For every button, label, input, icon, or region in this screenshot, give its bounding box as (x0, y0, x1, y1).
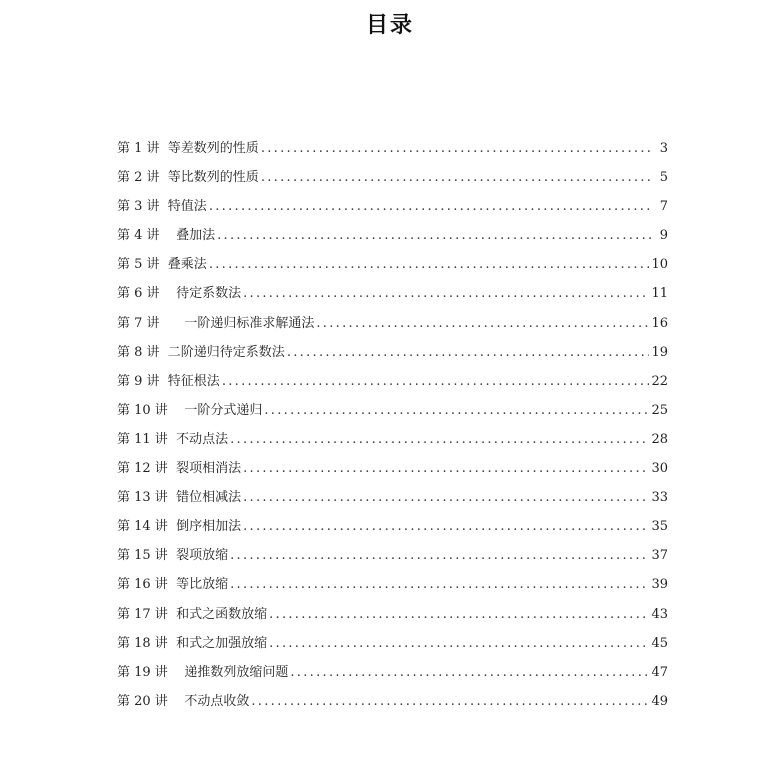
toc-entry[interactable] (117, 690, 668, 719)
toc-entry-label: 第 2 讲 等比数列的性质 (117, 170, 259, 186)
dot-leader (230, 432, 649, 447)
toc-entry-page: 39 (651, 577, 668, 593)
toc-entry[interactable] (117, 515, 668, 544)
toc-entry-page: 22 (651, 373, 668, 389)
toc-entry[interactable] (117, 661, 668, 690)
toc-entry-page: 3 (659, 141, 668, 156)
dot-leader (251, 694, 649, 709)
toc-entry-page: 37 (651, 548, 668, 564)
toc-entry-page: 43 (651, 606, 668, 622)
toc-entry-label: 第 15 讲 裂项放缩 (117, 548, 229, 564)
dot-leader (261, 141, 652, 156)
toc-entry[interactable] (117, 428, 668, 457)
toc-entry-label: 第 8 讲 二阶递归待定系数法 (117, 344, 285, 360)
toc-entry-label: 第 5 讲 叠乘法 (117, 257, 207, 273)
dot-leader (217, 228, 652, 243)
toc-entry-label: 第 3 讲 特值法 (117, 199, 207, 215)
toc-entry[interactable] (117, 166, 668, 195)
table-of-contents (117, 137, 668, 719)
toc-entry-page: 9 (659, 228, 668, 244)
page-title: 目录 (365, 12, 414, 38)
toc-entry-page: 30 (651, 461, 668, 477)
toc-entry-label: 第 12 讲 裂项相消法 (117, 461, 242, 477)
toc-entry-page: 35 (651, 519, 668, 535)
toc-entry[interactable] (117, 341, 668, 370)
dot-leader (222, 374, 650, 389)
toc-entry[interactable] (117, 137, 668, 166)
dot-leader (243, 461, 649, 476)
dot-leader (290, 665, 649, 680)
toc-entry-page: 5 (659, 170, 668, 186)
toc-entry-page: 16 (651, 315, 668, 331)
toc-entry-label: 第 6 讲 待定系数法 (117, 286, 242, 302)
toc-entry-page: 47 (651, 664, 668, 680)
dot-leader (209, 199, 652, 214)
toc-entry[interactable] (117, 253, 668, 282)
toc-entry-label: 第 1 讲 等差数列的性质 (117, 141, 259, 156)
toc-entry[interactable] (117, 457, 668, 486)
toc-entry-label: 第 19 讲 递推数列放缩问题 (117, 664, 289, 680)
dot-leader (243, 490, 649, 505)
dot-leader (269, 636, 649, 651)
dot-leader (264, 403, 649, 418)
toc-entry-page: 28 (651, 431, 668, 447)
dot-leader (230, 548, 649, 563)
toc-entry-label: 第 11 讲 不动点法 (117, 431, 229, 447)
dot-leader (261, 170, 652, 185)
toc-entry[interactable] (117, 486, 668, 515)
toc-entry-label: 第 16 讲 等比放缩 (117, 577, 229, 593)
toc-entry[interactable] (117, 399, 668, 428)
toc-entry[interactable] (117, 573, 668, 602)
dot-leader (243, 519, 649, 534)
toc-entry-page: 7 (659, 199, 668, 215)
toc-entry-page: 11 (651, 286, 668, 302)
dot-leader (269, 607, 649, 622)
toc-entry[interactable] (117, 224, 668, 253)
toc-entry[interactable] (117, 312, 668, 341)
dot-leader (230, 577, 649, 592)
dot-leader (287, 345, 650, 360)
toc-entry-page: 10 (651, 257, 668, 273)
toc-entry-label: 第 20 讲 不动点收敛 (117, 693, 250, 709)
toc-entry-label: 第 10 讲 一阶分式递归 (117, 402, 263, 418)
toc-entry[interactable] (117, 370, 668, 399)
toc-entry-page: 45 (651, 635, 668, 651)
toc-entry-label: 第 4 讲 叠加法 (117, 228, 216, 244)
dot-leader (209, 257, 650, 272)
toc-entry-label: 第 9 讲 特征根法 (117, 373, 220, 389)
toc-entry[interactable] (117, 195, 668, 224)
toc-entry-label: 第 18 讲 和式之加强放缩 (117, 635, 268, 651)
toc-entry[interactable] (117, 603, 668, 632)
toc-entry-page: 25 (651, 402, 668, 418)
toc-entry-label: 第 13 讲 错位相减法 (117, 490, 242, 506)
toc-entry-page: 49 (651, 693, 668, 709)
toc-entry[interactable] (117, 632, 668, 661)
toc-entry[interactable] (117, 544, 668, 573)
toc-entry-label: 第 17 讲 和式之函数放缩 (117, 606, 268, 622)
toc-entry-label: 第 7 讲 一阶递归标准求解通法 (117, 315, 315, 331)
toc-entry-label: 第 14 讲 倒序相加法 (117, 519, 242, 535)
dot-leader (316, 316, 649, 331)
dot-leader (243, 286, 649, 301)
toc-entry-page: 33 (651, 490, 668, 506)
toc-entry-page: 19 (651, 344, 668, 360)
toc-entry[interactable] (117, 282, 668, 311)
